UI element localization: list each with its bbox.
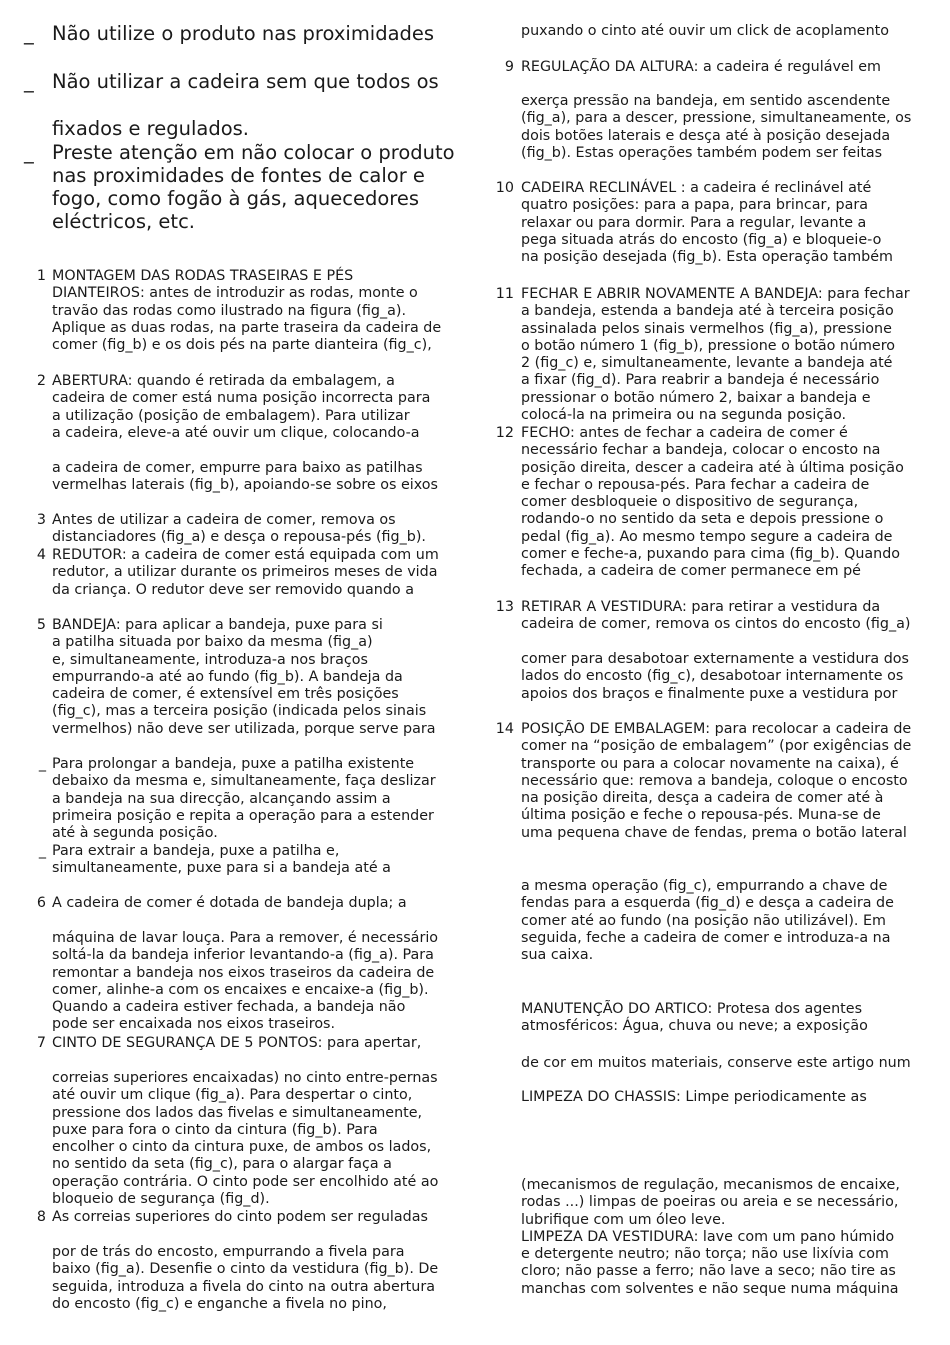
item-number: 6 [36, 895, 46, 911]
text-line: puxe para fora o cinto da cintura (fig_b). Para [52, 1121, 378, 1138]
warning-marker: _ [24, 141, 34, 164]
item-3 [0, 512, 470, 547]
item-10 [480, 180, 950, 266]
text-line: (fig_c), mas a terceira posição (indicada pelos sinais [52, 703, 427, 720]
item-2-continuation [0, 460, 470, 495]
text-line: correias superiores encaixadas) no cinto entre-pernas [52, 1070, 438, 1086]
text-line: uma pequena chave de fendas, prema o botão lateral [521, 824, 907, 841]
text-line: posição direita, descer a cadeira até à última posição [521, 459, 904, 476]
text-line: FECHAR E ABRIR NOVAMENTE A BANDEJA: para fechar [521, 286, 910, 302]
warning-3 [0, 117, 470, 140]
text-line: no sentido da seta (fig_c), para o alargar faça a [52, 1156, 392, 1173]
item-8-end [480, 23, 950, 40]
text-line: (fig_a), para a descer, pressione, simultaneamente, os [521, 110, 912, 127]
item-2 [0, 373, 470, 442]
item-14-continuation [480, 878, 950, 964]
text-line: do encosto (fig_c) e enganche a fivela no pino, [52, 1295, 387, 1312]
text-line: a utilização (posição de embalagem). Para utilizar [52, 407, 410, 424]
text-line: na posição direita, desça a cadeira de comer até à [521, 790, 884, 807]
warning-1 [0, 22, 470, 45]
text-line: Aplique as duas rodas, na parte traseira da cadeira de [52, 319, 442, 336]
text-line: na posição desejada (fig_b). Esta operação também [521, 249, 893, 266]
item-number: 13 [495, 599, 514, 615]
text-line: e fechar o repousa-pés. Para fechar a cadeira de [521, 476, 870, 493]
item-5-sub-2 [0, 843, 470, 878]
text-line: MANUTENÇÃO DO ARTICO: Protesa dos agentes [521, 1001, 863, 1017]
item-9-continuation [480, 93, 950, 162]
text-line: LIMPEZA DA VESTIDURA: lave com um pano húmido [521, 1228, 895, 1245]
text-line: eléctricos, etc. [52, 210, 195, 233]
text-line: vermelhos) não deve ser utilizada, porque serve para [52, 720, 436, 737]
item-5 [0, 617, 470, 738]
text-line: e detergente neutro; não torça; não use lixívia com [521, 1246, 889, 1263]
text-line: seguida, feche a cadeira de comer e introduza-a na [521, 929, 891, 946]
text-line: necessário que: remova a bandeja, coloque o encosto [521, 772, 908, 789]
text-line: a fixar (fig_d). Para reabrir a bandeja é necessário [521, 372, 880, 389]
text-line: REDUTOR: a cadeira de comer está equipada com um [52, 547, 439, 563]
item-12 [480, 425, 950, 581]
text-line: bloqueio de segurança (fig_d). [52, 1191, 270, 1208]
item-number: 12 [495, 425, 514, 441]
text-line: exerça pressão na bandeja, em sentido ascendente [521, 93, 891, 109]
text-line: comer para desabotoar externamente a vestidura dos [521, 651, 909, 667]
warning-marker: _ [24, 22, 34, 45]
text-line: operação contrária. O cinto pode ser encolhido até ao [52, 1173, 439, 1190]
text-line: pedal (fig_a). Ao mesmo tempo segure a cadeira de [521, 528, 893, 545]
text-line: Para extrair a bandeja, puxe a patilha e, [52, 843, 340, 859]
text-line: CADEIRA RECLINÁVEL : a cadeira é reclinável até [521, 180, 872, 196]
warning-4 [0, 141, 470, 233]
text-line: da criança. O redutor deve ser removido quando a [52, 581, 414, 598]
text-line: Antes de utilizar a cadeira de comer, remova os [52, 512, 396, 528]
item-8 [0, 1209, 470, 1226]
item-number: 9 [504, 59, 514, 75]
text-line: comer na “posição de embalagem” (por exigências de [521, 738, 912, 755]
text-line: relaxar ou para dormir. Para a regular, levante a [521, 214, 867, 231]
text-line: pega situada atrás do encosto (fig_a) e bloqueie-o [521, 231, 882, 248]
text-line: cloro; não passe a ferro; não lave a seco; não tire as [521, 1263, 896, 1280]
text-line: sua caixa. [521, 947, 594, 964]
text-line: a bandeja, estenda a bandeja até à terceira posição [521, 303, 894, 320]
text-line: de cor em muitos materiais, conserve este artigo num [521, 1055, 911, 1071]
text-line: puxando o cinto até ouvir um click de acoplamento [521, 23, 889, 39]
text-line: seguida, introduza a fivela do cinto na outra abertura [52, 1278, 435, 1295]
text-line: comer desbloqueie o dispositivo de segurança, [521, 494, 859, 511]
text-line: a cadeira de comer, empurre para baixo as patilhas [52, 460, 423, 476]
text-line: dois botões laterais e desça até à posição desejada [521, 127, 891, 144]
text-line: rodando-o no sentido da seta e depois pressione o [521, 511, 884, 528]
item-number: 10 [495, 180, 514, 196]
text-line: empurrando-a até ao fundo (fig_b). A bandeja da [52, 668, 403, 685]
text-line: a patilha situada por baixo da mesma (fig_a) [52, 634, 373, 651]
item-number: 5 [36, 617, 46, 633]
item-7-continuation [0, 1070, 470, 1208]
text-line: atmosféricos: Água, chuva ou neve; a exposição [521, 1018, 868, 1035]
warning-marker: _ [24, 70, 34, 93]
text-line: Não utilize o produto nas proximidades [52, 22, 435, 45]
maintenance-section [480, 1001, 950, 1036]
text-line: lubrifique com um óleo leve. [521, 1211, 726, 1228]
text-line: cadeira de comer, remova os cintos do encosto (fig_a) [521, 616, 911, 633]
item-number: 2 [36, 373, 46, 389]
text-line: comer até ao fundo (na posição não utilizável). Em [521, 912, 886, 929]
item-6 [0, 895, 470, 912]
item-number: 14 [495, 721, 514, 737]
item-1 [0, 268, 470, 354]
item-13-continuation [480, 651, 950, 703]
text-line: baixo (fig_a). Desenfie o cinto da vestidura (fig_b). De [52, 1261, 439, 1278]
text-line: comer e feche-a, puxando para cima (fig_b). Quando [521, 546, 901, 563]
text-line: a cadeira, eleve-a até ouvir um clique, colocando-a [52, 424, 420, 441]
text-line: rodas ...) limpas de poeiras ou areia e se necessário, [521, 1194, 899, 1211]
item-4 [0, 547, 470, 599]
text-line: comer, alinhe-a com os encaixes e encaixe-a (fig_b). [52, 981, 429, 998]
text-line: e, simultaneamente, introduza-a nos braços [52, 651, 368, 668]
item-number: 3 [36, 512, 46, 528]
text-line: Quando a cadeira estiver fechada, a bandeja não [52, 999, 406, 1016]
text-line: (mecanismos de regulação, mecanismos de encaixe, [521, 1177, 900, 1193]
text-line: colocá-la na primeira ou na segunda posição. [521, 407, 847, 424]
text-line: soltá-la da bandeja inferior levantando-a (fig_a). Para [52, 947, 434, 964]
text-line: As correias superiores do cinto podem ser reguladas [52, 1209, 428, 1225]
text-line: até à segunda posição. [52, 825, 218, 842]
item-9 [480, 59, 950, 76]
text-line: remontar a bandeja nos eixos traseiros da cadeira de [52, 964, 435, 981]
item-number: 8 [36, 1209, 46, 1225]
text-line: FECHO: antes de fechar a cadeira de comer é [521, 425, 848, 441]
item-14 [480, 721, 950, 842]
text-line: RETIRAR A VESTIDURA: para retirar a vestidura da [521, 599, 881, 615]
text-line: Preste atenção em não colocar o produto [52, 141, 455, 164]
text-line: 2 (fig_c) e, simultaneamente, levante a bandeja até [521, 355, 893, 372]
text-line: redutor, a utilizar durante os primeiros meses de vida [52, 564, 438, 581]
item-8-continuation [0, 1244, 470, 1313]
item-5-sub-1 [0, 756, 470, 842]
text-line: LIMPEZA DO CHASSIS: Limpe periodicamente as [521, 1089, 867, 1105]
text-line: vermelhas laterais (fig_b), apoiando-se sobre os eixos [52, 477, 438, 494]
item-6-continuation [0, 930, 470, 1034]
text-line: por de trás do encosto, empurrando a fivela para [52, 1244, 405, 1260]
chassis-cleaning-section [480, 1089, 950, 1106]
text-line: a bandeja na sua direcção, alcançando assim a [52, 790, 391, 807]
text-line: a mesma operação (fig_c), empurrando a chave de [521, 878, 888, 894]
text-line: fogo, como fogão à gás, aquecedores [52, 187, 420, 210]
text-line: Não utilizar a cadeira sem que todos os [52, 70, 439, 93]
text-line: quatro posições: para a papa, para brincar, para [521, 197, 868, 214]
item-number: 7 [36, 1035, 46, 1051]
text-line: transporte ou para a colocar novamente na caixa), é [521, 755, 899, 772]
text-line: travão das rodas como ilustrado na figura (fig_a). [52, 302, 407, 319]
text-line: última posição e feche o repousa-pés. Muna-se de [521, 807, 881, 824]
text-line: pode ser encaixada nos eixos traseiros. [52, 1016, 336, 1033]
text-line: simultaneamente, puxe para si a bandeja até a [52, 860, 391, 877]
text-line: apoios dos braços e finalmente puxe a vestidura por [521, 685, 898, 702]
text-line: DIANTEIROS: antes de introduzir as rodas, monte o [52, 285, 418, 302]
text-line: fixados e regulados. [52, 117, 249, 140]
text-line: pressione dos lados das fivelas e simultaneamente, [52, 1104, 423, 1121]
text-line: lados do encosto (fig_c), desabotoar internamente os [521, 668, 904, 685]
item-number: 4 [36, 547, 46, 563]
text-line: até ouvir um clique (fig_a). Para despertar o cinto, [52, 1087, 413, 1104]
text-line: assinalada pelos sinais vermelhos (fig_a), pressione [521, 320, 892, 337]
text-line: máquina de lavar louça. Para a remover, é necessário [52, 930, 439, 946]
text-line: debaixo da mesma e, simultaneamente, faça deslizar [52, 773, 436, 790]
text-line: nas proximidades de fontes de calor e [52, 164, 425, 187]
text-line: cadeira de comer, é extensível em três posições [52, 686, 399, 703]
item-11 [480, 286, 950, 424]
text-line: primeira posição e repita a operação para a estender [52, 807, 434, 824]
item-7 [0, 1035, 470, 1052]
item-13 [480, 599, 950, 634]
text-line: MONTAGEM DAS RODAS TRASEIRAS E PÉS [52, 268, 354, 284]
text-line: cadeira de comer está numa posição incorrecta para [52, 390, 431, 407]
text-line: BANDEJA: para aplicar a bandeja, puxe para si [52, 617, 383, 633]
text-line: fechada, a cadeira de comer permanece em pé [521, 563, 861, 580]
text-line: ABERTURA: quando é retirada da embalagem, a [52, 373, 395, 389]
text-line: CINTO DE SEGURANÇA DE 5 PONTOS: para apertar, [52, 1035, 422, 1051]
item-number: 1 [36, 268, 46, 284]
text-line: Para prolongar a bandeja, puxe a patilha existente [52, 756, 415, 772]
text-line: POSIÇÃO DE EMBALAGEM: para recolocar a cadeira de [521, 721, 912, 737]
text-line: REGULAÇÃO DA ALTURA: a cadeira é regulável em [521, 59, 881, 75]
text-line: necessário fechar a bandeja, colocar o encosto na [521, 442, 881, 459]
item-marker: _ [38, 843, 46, 859]
text-line: comer (fig_b) e os dois pés na parte dianteira (fig_c), [52, 337, 432, 354]
text-line: pressionar o botão número 2, baixar a bandeja e [521, 389, 871, 406]
text-line: (fig_b). Estas operações também podem ser feitas [521, 144, 883, 161]
item-number: 11 [495, 286, 514, 302]
warning-2 [0, 70, 470, 93]
item-marker: _ [38, 756, 46, 772]
text-line: o botão número 1 (fig_b), pressione o botão número [521, 337, 896, 354]
text-line: fendas para a esquerda (fig_d) e desça a cadeira de [521, 895, 894, 912]
cleaning-continuation [480, 1177, 950, 1298]
text-line: A cadeira de comer é dotada de bandeja dupla; a [52, 895, 407, 911]
maintenance-continuation [480, 1055, 950, 1072]
text-line: encolher o cinto da cintura puxe, de ambos os lados, [52, 1139, 432, 1156]
text-line: distanciadores (fig_a) e desça o repousa-pés (fig_b). [52, 529, 426, 546]
text-line: manchas com solventes e não seque numa máquina [521, 1280, 899, 1297]
